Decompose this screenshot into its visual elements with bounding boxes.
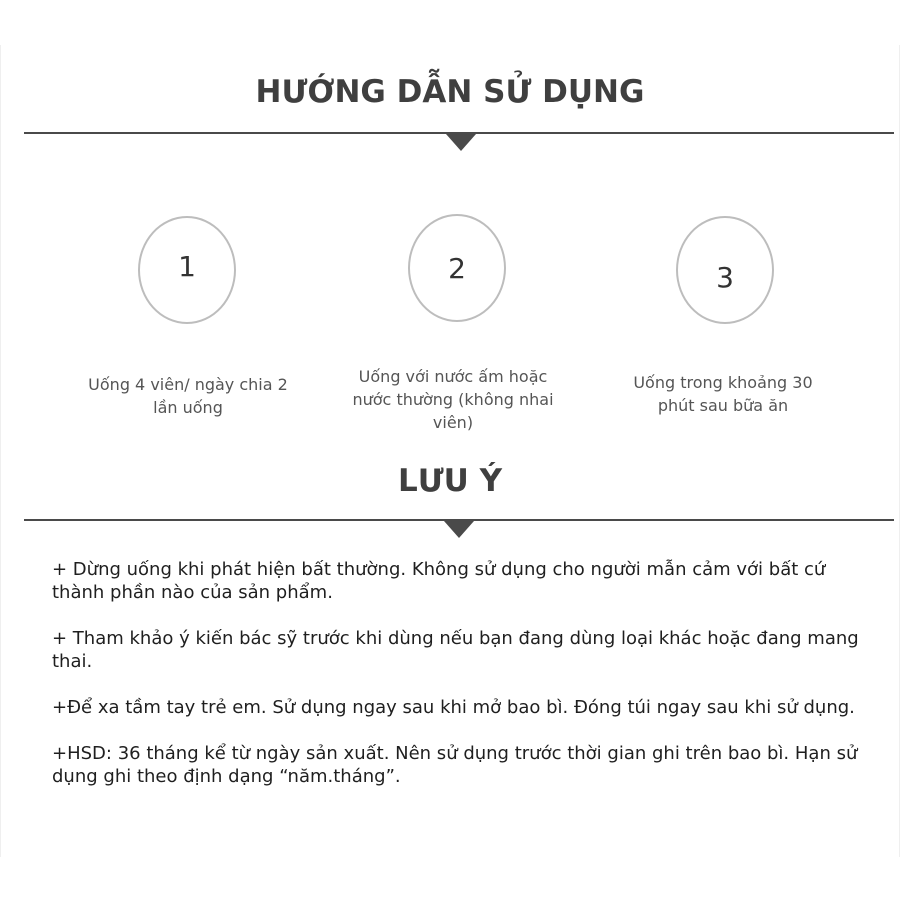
note-item: + Dừng uống khi phát hiện bất thường. Không sử dụng cho người mẫn cảm với bất cứ thành phần nào của sản phẩm. [52,559,826,603]
step-1-number: 1 [178,249,196,283]
note-item: +HSD: 36 tháng kể từ ngày sản xuất. Nên sử dụng trước thời gian ghi trên bao bì. Hạn sử dụng ghi theo định dạng “năm.tháng”. [52,743,858,787]
step-3-circle [676,216,774,324]
usage-divider-arrow-icon [446,134,476,151]
notes-divider-arrow-icon [444,521,474,538]
usage-heading: HƯỚNG DẪN SỬ DỤNG [255,74,645,110]
note-item: + Tham khảo ý kiến bác sỹ trước khi dùng nếu bạn đang dùng loại khác hoặc đang mang thai. [52,628,859,672]
step-2-number: 2 [448,251,466,285]
note-item: +Để xa tầm tay trẻ em. Sử dụng ngay sau khi mở bao bì. Đóng túi ngay sau khi sử dụng. [52,697,855,718]
step-2-text: Uống với nước ấm hoặc nước thường (không nhai viên) [352,367,554,432]
step-1-text: Uống 4 viên/ ngày chia 2 lần uống [88,375,288,417]
step-3-text: Uống trong khoảng 30 phút sau bữa ăn [633,373,813,415]
step-2-circle [408,214,506,322]
step-1-circle [138,216,236,324]
step-3-number: 3 [716,260,734,294]
notes-list [52,558,864,811]
notes-heading: LƯU Ý [397,463,503,499]
